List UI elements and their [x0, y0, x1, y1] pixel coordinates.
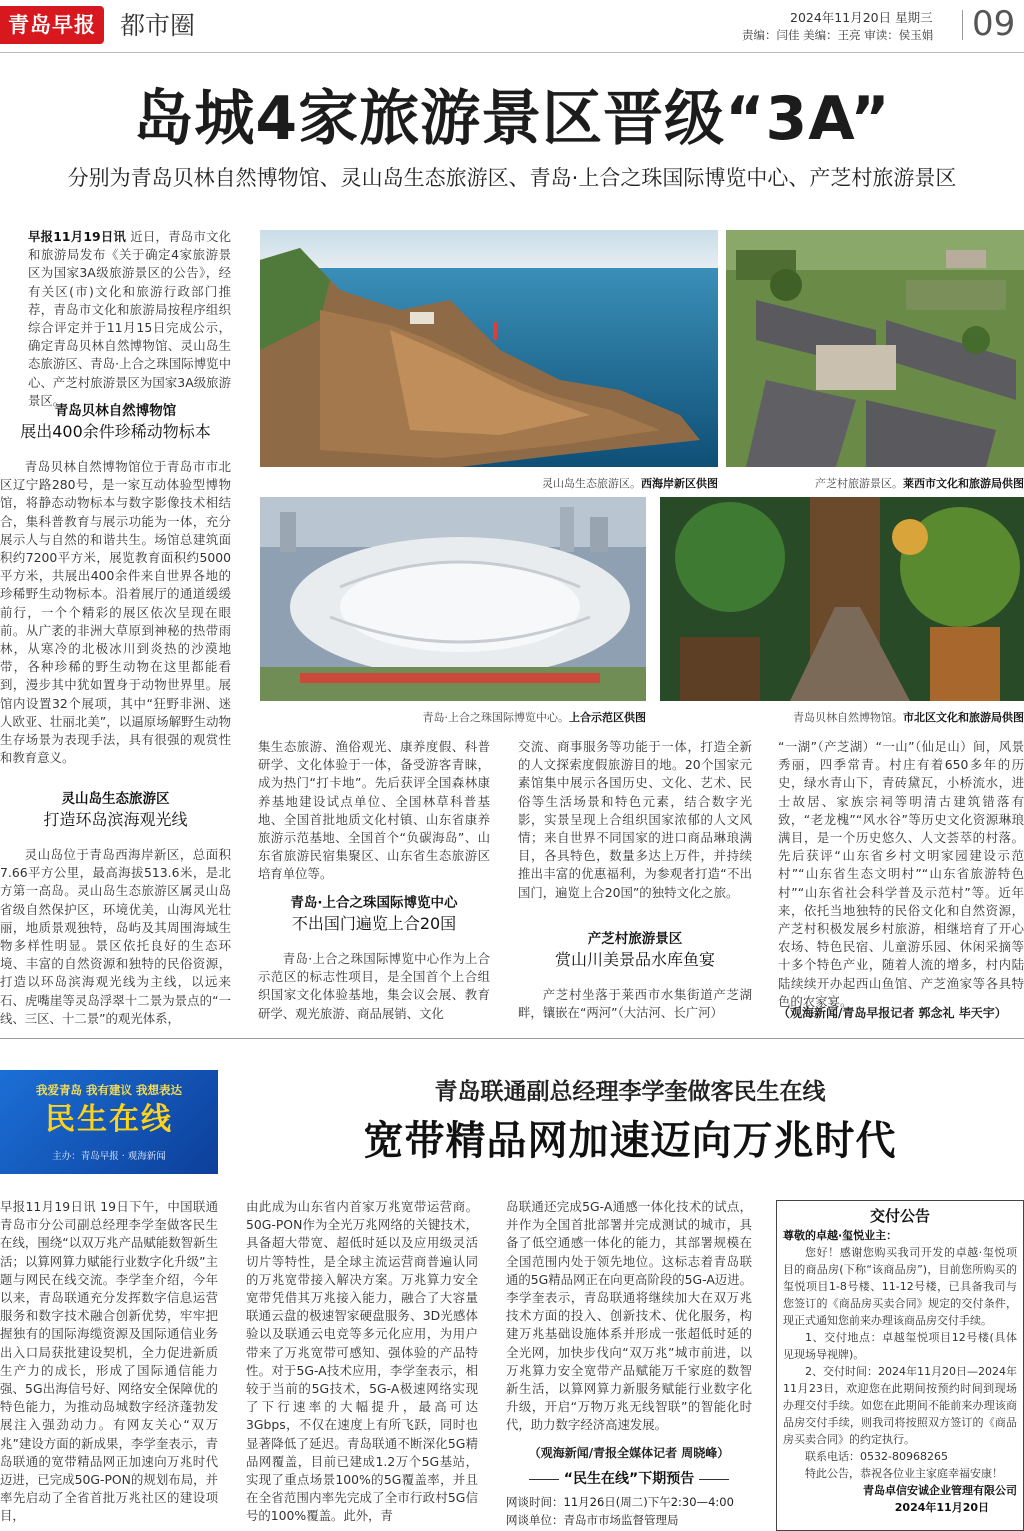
preview-title: “民生在线”下期预告 [506, 1468, 752, 1488]
section-1-heading: 青岛贝林自然博物馆 [54, 403, 177, 419]
second-column-2: 由此成为山东省内首家万兆宽带运营商。50G-PON作为全光万兆网络的关键技术，具备超大带宽、超低时延以及应用级灵活切片等特性，是全球主流运营商普遍认同的万兆宽带接入解决方案。万兆算力安全宽带凭借其万兆接入能力，融合了大容量联通云盘的极速智家硬盘服务、3D光感体验以及联通云电竞等多元化应用，为用户带来了万兆宽带可感知、强体验的产品特性。对于5G-A技术应用，李学奎表示，相较于当前的5G技术，5G-A极速网络实现了下行速率的大幅提升，最高可达3Gbps，不仅在速度上有所飞跃，同时也显著降低了延迟。青岛联通不断深化5G精品网覆盖，目前已建成1.2万个5G基站，实现了重点场景100%的5G覆盖率，并且在全省范围内率先完成了全市行政村5G信号的100%覆盖。此外，青 [246, 1199, 478, 1524]
notice-closing: 特此公告，恭祝各位业主家庭幸福安康！ [805, 1467, 1003, 1480]
preview-unit: 网谈单位：青岛市市场监督管理局 [506, 1513, 679, 1527]
section-1-subheading: 展出400余件珍稀动物标本 [20, 422, 211, 441]
column-3-text: 交流、商事服务等功能于一体，打造全新的人文探索度假旅游目的地。20个国家元素馆集中展示各国历史、文化、艺术、民俗等生活场景和特色元素，结合数字光影，实景呈现上合组织国家浓郁的人文风情；来自世界不同国家的进口商品琳琅满目，各具特色，数量多达上万件，并持续推出丰富的优惠福利，为参观者打造“不出国门，遍览上合20国”的独特文化之旅。 [518, 739, 752, 900]
section-1-text: 青岛贝林自然博物馆位于青岛市市北区辽宁路280号，是一家互动体验型博物馆，将静态动物标本与数字影像技术相结合，集科普教育与展示功能为一体，充分展示人与自然的和谐共生。场馆总建筑面积约7200平方米，展览教育面积约5000平方米，共展出400余件来自世界各地的珍稀野生动物标本。沿着展厅的通道缓缓前行，一个个精彩的展区依次呈现在眼前。从广袤的非洲大草原到神秘的热带雨林，从寒冷的北极冰川到炎热的沙漠地带，各种珍稀的野生动物在这里都能看到，漫步其中犹如置身于动物世界里。展馆内设置32个展项，其中“狂野非洲、迷人欧亚、壮丽北美”，以逼原场解野生动物生存场景为表现手法，具有很强的观赏性和教育意义。 [0, 459, 231, 766]
main-subtitle: 分别为青岛贝林自然博物馆、灵山岛生态旅游区、青岛·上合之珠国际博览中心、产芝村旅游景区 [67, 166, 957, 190]
minsheng-online-logo: 我爱青岛 我有建议 我想表达 民生在线 主办：青岛早报 · 观海新闻 [0, 1070, 218, 1174]
second-kicker: 青岛联通副总经理李学奎做客民生在线 [434, 1079, 826, 1105]
delivery-notice-box [776, 1200, 1024, 1531]
lead-paragraph: 早报11月19日讯 近日，青岛市文化和旅游局发布《关于确定4家旅游景区为国家3A级旅游景区的公告》，经有关区(市)文化和旅游行政部门推荐，青岛市文化和旅游局按程序组织综合评定并于11月15日完成公示，确定青岛贝林自然博物馆、灵山岛生态旅游区、青岛·上合之珠国际博览中心、产芝村旅游景区为国家3A级旅游景区。 [28, 229, 231, 408]
section-3-heading: 青岛·上合之珠国际博览中心 [290, 895, 458, 911]
photo-expo-center [260, 497, 646, 701]
section-name: 都市圈 [120, 11, 196, 40]
photo-beilin-museum [660, 497, 1024, 701]
second-headline: 宽带精品网加速迈向万兆时代 [363, 1118, 897, 1164]
main-byline: （观海新闻/青岛早报记者 郭念礼 毕天宇） [778, 1006, 1007, 1020]
header-divider [962, 10, 963, 40]
notice-title: 交付公告 [869, 1207, 930, 1225]
second-column-1: 早报11月19日讯 19日下午，中国联通青岛市分公司副总经理李学奎做客民生在线，围绕“以双万兆产品赋能数智新生活；以算网算力赋能行业数字化升级”主题与网民在线交流。李学奎介绍，今年以来，青岛联通充分发挥数字信息运营服务和数字技术融合创新优势，牢牢把握独有的国际海缆资源及国际通信业务出入口局获批建设契机，全力促进新质生产力的成长，形成了国际通信能力强、5G出海信号好、网络安全保障优的特色能力，为推动岛城数字经济蓬勃发展注入强劲动力。有网友关心“双万兆”建设方面的新成果，李学奎表示，青岛联通的宽带精品网正加速向万兆时代迈进，已完成50G-PON的规划布局，并率先启动了全省首批万兆社区的建设项目， [0, 1199, 218, 1524]
photo-beilin-caption: 青岛贝林自然博物馆。市北区文化和旅游局供图 [793, 711, 1024, 724]
photo-lingshan-caption: 灵山岛生态旅游区。西海岸新区供图 [542, 477, 718, 490]
section-2-text: 灵山岛位于青岛西海岸新区，总面积7.66平方公里，最高海拔513.6米，是北方第一高岛。灵山岛生态旅游区属灵山岛省级自然保护区，环境优美，山海风光壮丽，地质景观独特，岛屿及其周围海域生物多样性明显。景区依托良好的生态环境、丰富的自然资源和独特的民俗资源，打造以环岛滨海观光线为主线，以远来石、虎嘴崖等灵岛浮翠十二景为景点的“一线、三区、十二景”的观光体系， [0, 847, 231, 1026]
issue-date: 2024年11月20日 星期三 [790, 10, 933, 25]
notice-greeting: 尊敬的卓越·玺悦业主： [783, 1229, 898, 1242]
page-number: 09 [972, 4, 1016, 44]
section-3-subheading: 不出国门遍览上合20国 [291, 914, 457, 933]
second-column-3: 岛联通还完成5G-A通感一体化技术的试点，并作为全国首批部署并完成测试的城市，具备了低空通感一体化的能力，其部署规模在全国范围内处于领先地位。这标志着青岛联通的5G精品网正在向更高阶段的5G-A迈进。李学奎表示，青岛联通将继续加大在双万兆技术方面的投入、创新技术、优化服务，构建万兆基础设施体系并形成一张超低时延的全光网，加快步伐向“双万兆”城市前进，以万兆算力安全宽带产品赋能万千家庭的数智新生活，以算网算力新服务赋能行业数字化升级，开启“万物万兆无线智联”的智能化时代，助力数字经济高速发展。 [506, 1199, 752, 1433]
photo-expo-caption: 青岛·上合之珠国际博览中心。上合示范区供图 [422, 711, 646, 724]
notice-item-2: 2、交付时间：2024年11月20日—2024年11月23日，欢迎您在此期间按预约时间到现场办理交付手续。如您在此期间不能前来办理该商品房交付手续，则我司将按照双方签订的《商品房买卖合同》的约定执行。 [783, 1365, 1017, 1446]
masthead-logo: 青岛早报 [0, 6, 104, 44]
notice-item-1: 1、交付地点：卓越玺悦项目12号楼(具体见现场导视牌)。 [783, 1331, 1017, 1361]
main-headline: 岛城4家旅游景区晋级“3A” [133, 84, 891, 154]
second-byline: （观海新闻/青报全媒体记者 周晓峰） [528, 1446, 730, 1460]
lead-dateline: 早报11月19日讯 [28, 229, 127, 244]
column-4-text: “一湖”（产芝湖）“一山”（仙足山）间，风景秀丽，四季常青。村庄有着650多年的历史，绿水青山下，青砖黛瓦，小桥流水，进士故居、家族宗祠等明清古建筑错落有致，“老龙槐”“风水谷”等历史文化资源琳琅满目，是一个历史悠久、人文荟萃的村落。先后获评“山东省乡村文明家园建设示范村”“山东省生态文明村”“山东省旅游特色村”“山东省社会科学普及示范村”等。近年来，依托当地独特的民俗文化和自然资源，产芝村积极发展乡村旅游，相继培育了开心农场、特色民宿、儿童游乐园、休闲采摘等十多个特色产业，随着人流的增多，村内陆陆续续开办起西山鱼馆、产芝渔家等各具特色的农家宴。 [778, 739, 1024, 1009]
notice-body: 您好！感谢您购买我司开发的卓越·玺悦项目的商品房(下称“该商品房”)，目前您所购买的玺悦项目1-8号楼、11-12号楼，已具备我司与您签订的《商品房买卖合同》规定的交付条件，现正式通知您前来办理该商品房交付手续。 [783, 1246, 1017, 1327]
photo-chanzhi-caption: 产芝村旅游景区。莱西市文化和旅游局供图 [815, 477, 1024, 490]
section-4-subheading: 赏山川美景品水库鱼宴 [554, 950, 715, 969]
notice-company: 青岛卓信安诚企业管理有限公司 [863, 1484, 1017, 1497]
column-2-text: 集生态旅游、渔俗观光、康养度假、科普研学、文化体验于一体，备受游客青睐，成为热门“打卡地”。先后获评全国森林康养基地建设试点单位、全国林草科普基地、全国首批地质文化村镇、山东省康养旅游示范基地、全国首个“负碳海岛”、山东省旅游民宿集聚区、山东省生态旅游区培育单位等。 [258, 739, 490, 882]
section-4-text: 产芝村坐落于莱西市水集街道产芝湖畔，镶嵌在“两河”（大沽河、长广河） [518, 987, 752, 1021]
story-divider [0, 1038, 1024, 1039]
section-2-subheading: 打造环岛滨海观光线 [43, 810, 188, 829]
notice-date: 2024年11月20日 [894, 1501, 989, 1514]
notice-phone: 联系电话：0532-80968265 [805, 1450, 948, 1463]
header-rule [0, 52, 1024, 53]
section-3-text: 青岛·上合之珠国际博览中心作为上合示范区的标志性项目，是全国首个上合组织国家文化体验基地，集会议会展、教育研学、观光旅游、商品展销、文化 [258, 951, 490, 1021]
photo-lingshan-island [260, 230, 718, 467]
section-4-heading: 产芝村旅游景区 [587, 931, 683, 947]
photo-chanzhi-village [726, 230, 1024, 467]
section-2-heading: 灵山岛生态旅游区 [61, 791, 170, 807]
editors-line: 责编：闫佳 美编：王亮 审读：侯玉娟 [742, 28, 934, 42]
preview-time: 网谈时间：11月26日(周二)下午2:30—4:00 [506, 1495, 734, 1509]
